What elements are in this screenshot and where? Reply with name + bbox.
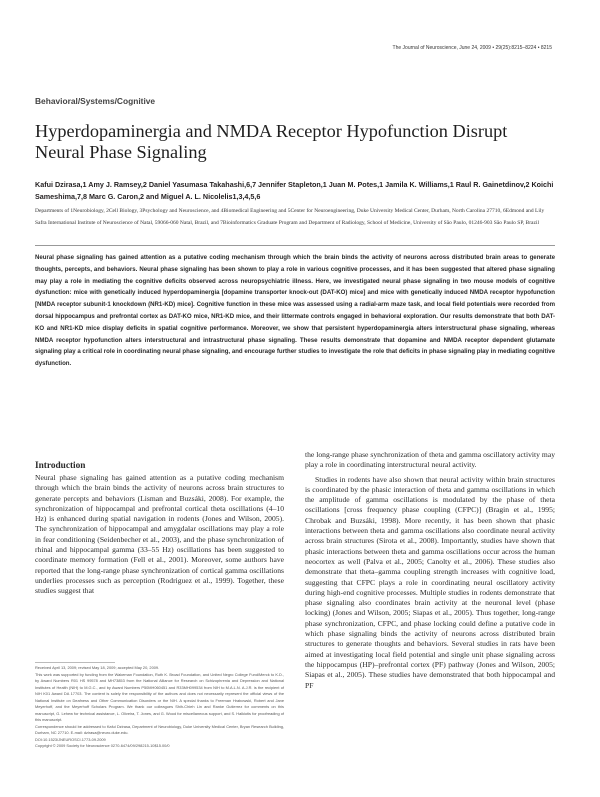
footnotes (35, 662, 284, 750)
footnote-funding: This work was supported by funding from the Wakeman Foundation, Ruth K. Broad Foundation, and United Negro College Fund/Merck to K.D., by Award Numbers R01 HS 99578 and MH73853 from the National Alliance for Research on Schizophrenia and Depression and National Institutes of Health (NIH) to M.G.C., and by Award Numbers P50MH060451 and R33MH099534 from NIH to M.A.L.N. A.J.R. is the recipient of NIH K01 Award DA 17703. The content is solely the responsibility of the authors and does not necessarily represent the official views of the National Institute on Deafness and Other Communication Disorders or the NIH. A special thanks to Freeman Hrabowski, Robert and Jane Meyerhoff, and the Meyerhoff Scholars Program. We thank our colleagues Shih-Chieh Lin and Ranke Gutierrez for comments on this manuscript, G. Lehew for technical assistance, L. Oliveira, T. Jones, and G. Wood for miscellaneous support, and S. Halkiotis for proofreading of this manuscript. (35, 671, 284, 722)
footnote-rule (35, 662, 115, 663)
left-column (35, 460, 284, 597)
intro-heading: Introduction (35, 461, 86, 471)
footnote-copyright: Copyright © 2009 Society for Neuroscience 0270-6474/09/298215-10$15.00/0 (35, 743, 170, 748)
author-list: Kafui Dzirasa,1 Amy J. Ramsey,2 Daniel Yasumasa Takahashi,6,7 Jennifer Stapleton,1 Juan M. Potes,1 Jamila K. Williams,1 Raul R. Gainetdinov,2 Koichi Sameshima,7,8 Marc G. Caron,2 and Miguel A. L. Nicolelis1,3,4,5,6 (35, 180, 554, 201)
right-column (305, 450, 555, 691)
intro-paragraph: Neural phase signaling has gained attention as a putative coding mechanism through which the brain binds the activity of neurons across brain structures to generate percepts and behaviors (Lisman and Buzsáki, 2008). For example, the synchronization of hippocampal and prefrontal cortical theta oscillations (4–10 Hz) is enhanced during spatial navigation in rodents (Jones and Wilson, 2005). The synchronization of hippocampal and amygdalar oscillations may play a role in fear conditioning (Seidenbecher et al., 2003), and the phase synchronization of rhinal and hippocampal gamma (33–55 Hz) oscillations has been suggested to coordinate memory formation (Fell et al., 2001). Moreover, some authors have reported that the long-range phase synchronization of cortical gamma oscillations underlies processes such as perception (Rodriguez et al., 1999). Together, these studies suggest that (35, 473, 284, 596)
affiliations: Departments of 1Neurobiology, 2Cell Biology, 3Psychology and Neuroscience, and 4Biomedical Engineering and 5Center for Neuroengineering, Duke University Medical Center, Durham, North Carolina 27710, 6Edmond and Lily Safra International Institute of Neuroscience of Natal, 59066-060 Natal, Brazil, and 7Bioinformatics Graduate Program and Department of Radiology, School of Medicine, University of São Paulo, 01246-903 São Paulo SP, Brazil (35, 208, 545, 226)
section-label: Behavioral/Systems/Cognitive (35, 96, 156, 106)
running-head: The Journal of Neuroscience, June 24, 2009 • 29(25):8215–8224 • 8215 (392, 45, 552, 51)
right-paragraph-1: the long-range phase synchronization of theta and gamma oscillatory activity may play a role in coordinating interstructural neural activity. (305, 450, 555, 470)
footnote-correspondence: Correspondence should be addressed to Kafui Dzirasa, Department of Neurobiology, Duke University Medical Center, Bryan Research Building, Durham, NC 27710. E-mail: dzirasa@neuro.duke.edu. (35, 723, 284, 735)
article-title: Hyperdopaminergia and NMDA Receptor Hypofunction Disrupt Neural Phase Signaling (35, 121, 508, 162)
footnote-received: Received April 13, 2009; revised May 18, 2009; accepted May 20, 2009. (35, 665, 160, 670)
abstract-rule (35, 245, 555, 246)
abstract: Neural phase signaling has gained attention as a putative coding mechanism through which the brain binds the activity of neurons across distributed brain areas to generate thoughts, percepts, and behaviors. Neural phase signaling has been shown to play a role in various cognitive processes, and it has been suggested that altered phase signaling may play a role in mediating the cognitive deficits observed across neuropsychiatric illness. Here, we investigated neural phase signaling in two mouse models of cognitive dysfunction: mice with genetically induced hyperdopaminergia [dopamine transporter knock-out (DAT-KO) mice] and mice with genetically induced NMDA receptor hypofunction [NMDA receptor subunit-1 knockdown (NR1-KD) mice]. Cognitive function in these mice was assessed using a radial-arm maze task, and local field potentials were recorded from dorsal hippocampus and prefrontal cortex as DAT-KO mice, NR1-KD mice, and their littermate controls engaged in behavioral exploration. Our results demonstrate that both DAT-KO and NR1-KD mice display deficits in spatial cognitive performance. Moreover, we show that persistent hyperdopaminergia alters interstructural phase signaling, whereas NMDA receptor hypofunction alters interstructural and intrastructural phase signaling. These results demonstrate that dopamine and NMDA receptor dependent glutamate signaling play a critical role in coordinating neural phase signaling, and encourage further studies to investigate the role that deficits in phase signaling play in mediating cognitive dysfunction. (35, 254, 555, 368)
footnote-doi: DOI:10.1523/JNEUROSCI.1773-09.2009 (35, 736, 106, 742)
right-paragraph-2: Studies in rodents have also shown that neural activity within brain structures is coordinated by the phasic interaction of theta and gamma oscillations in which the amplitude of gamma oscillations is modulated by the phase of theta oscillations [cross frequency phase coupling (CFPC)] (Bragin et al., 1995; Chrobak and Buzsáki, 1998). More recently, it has been shown that phasic interactions between theta and gamma oscillations also coordinate neural activity across brain structures (Sirota et al., 2008). Importantly, studies have shown that phasic interactions between theta and gamma oscillations occur across the human neocortex as well (Palva et al., 2005; Canolty et al., 2006). These studies also demonstrate that theta–gamma coupling strength increases with cognitive load, suggesting that CFPC plays a role in coordinating neural oscillatory activity during high-end cognitive processes. Multiple studies in rodents demonstrate that phase signaling also coordinates brain activity at the neuronal level (phase locking) (Jones and Wilson, 2005; Siapas et al., 2005). Thus together, long-range phase synchronization, CFPC, and phase locking could define a putative code in which phase signaling binds the activity of neurons across distributed brain structures to generate thoughts and behaviors. Several studies in rats have been aimed at investigating local field potential and single unit phase signaling across the hippocampus (HP)–prefrontal cortex (PF) pathway (Jones and Wilson, 2005; Siapas et al., 2005). These studies have demonstrated that both hippocampal and PF (305, 474, 555, 690)
